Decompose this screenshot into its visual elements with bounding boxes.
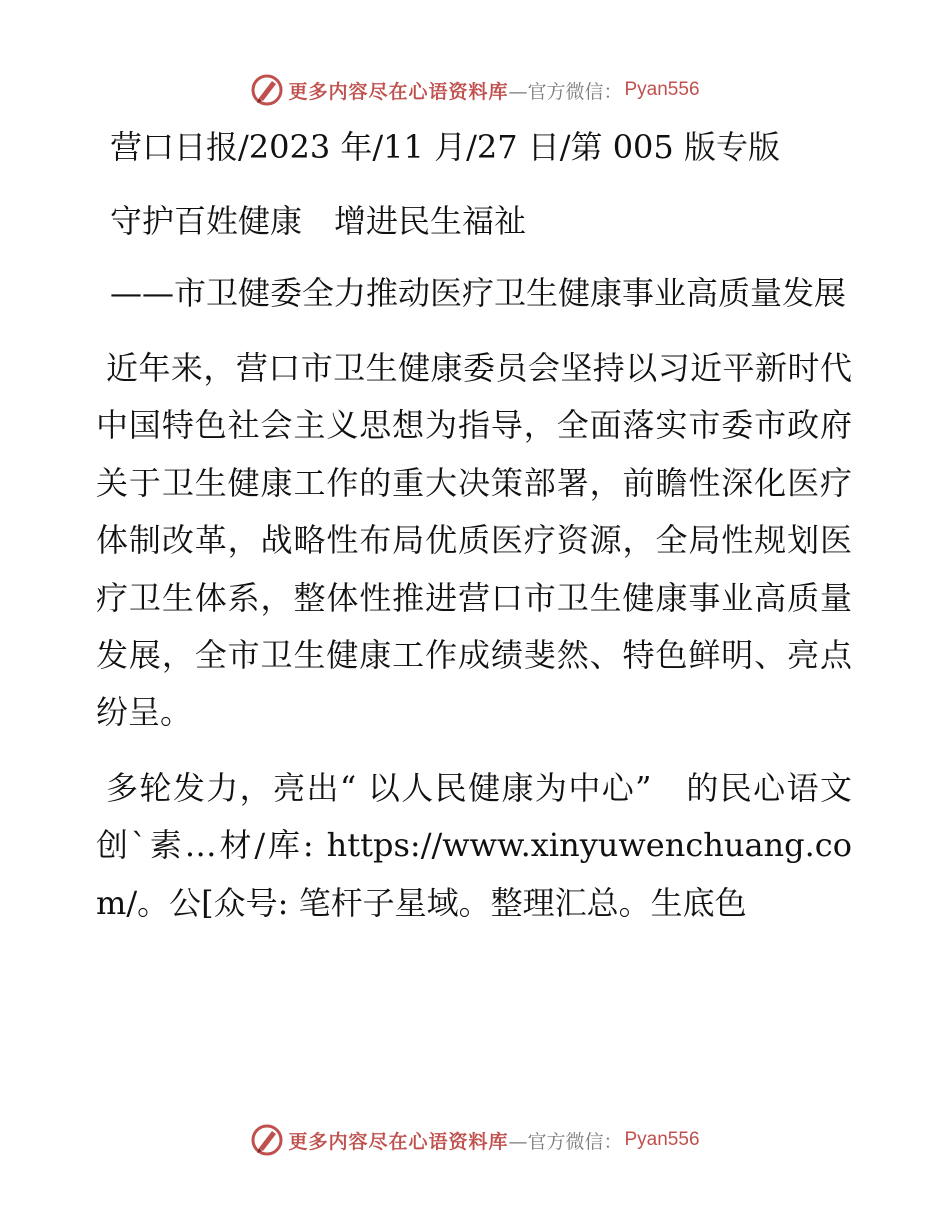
- article-headline: 守护百姓健康 增进民生福祉: [110, 202, 527, 240]
- banner-wechat-id: Pyan556: [624, 79, 700, 100]
- article: [96, 118, 852, 950]
- banner-main-text: 更多内容尽在心语资料库: [288, 1130, 509, 1153]
- article-dateline: 营口日报/2023 年/11 月/27 日/第 005 版专版: [110, 128, 780, 166]
- banner-wechat-id: Pyan556: [624, 1129, 700, 1150]
- footer-banner: [0, 1120, 950, 1160]
- pen-logo-icon: [250, 1123, 284, 1157]
- banner-sub-text: —官方微信：: [508, 1130, 623, 1153]
- article-paragraph-2: 多轮发力，亮出“ 以人民健康为中心” 的民心语文创`素…材/库: https://www.xinyuwenchuang.com/。公[众号: 笔杆子星域。整理汇总。生底色: [96, 768, 852, 922]
- article-subhead: ——市卫健委全力推动医疗卫生健康事业高质量发展: [110, 274, 847, 312]
- article-paragraph-1: 近年来，营口市卫生健康委员会坚持以习近平新时代中国特色社会主义思想为指导，全面落实市委市政府关于卫生健康工作的重大决策部署，前瞻性深化医疗体制改革，战略性布局优质医疗资源，全局性规划医疗卫生体系，整体性推进营口市卫生健康事业高质量发展，全市卫生健康工作成绩斐然、特色鲜明、亮点纷呈。: [96, 349, 852, 732]
- pen-logo-icon: [250, 73, 284, 107]
- banner-main-text: 更多内容尽在心语资料库: [288, 80, 509, 103]
- banner-sub-text: —官方微信：: [508, 80, 623, 103]
- header-banner: [0, 70, 950, 110]
